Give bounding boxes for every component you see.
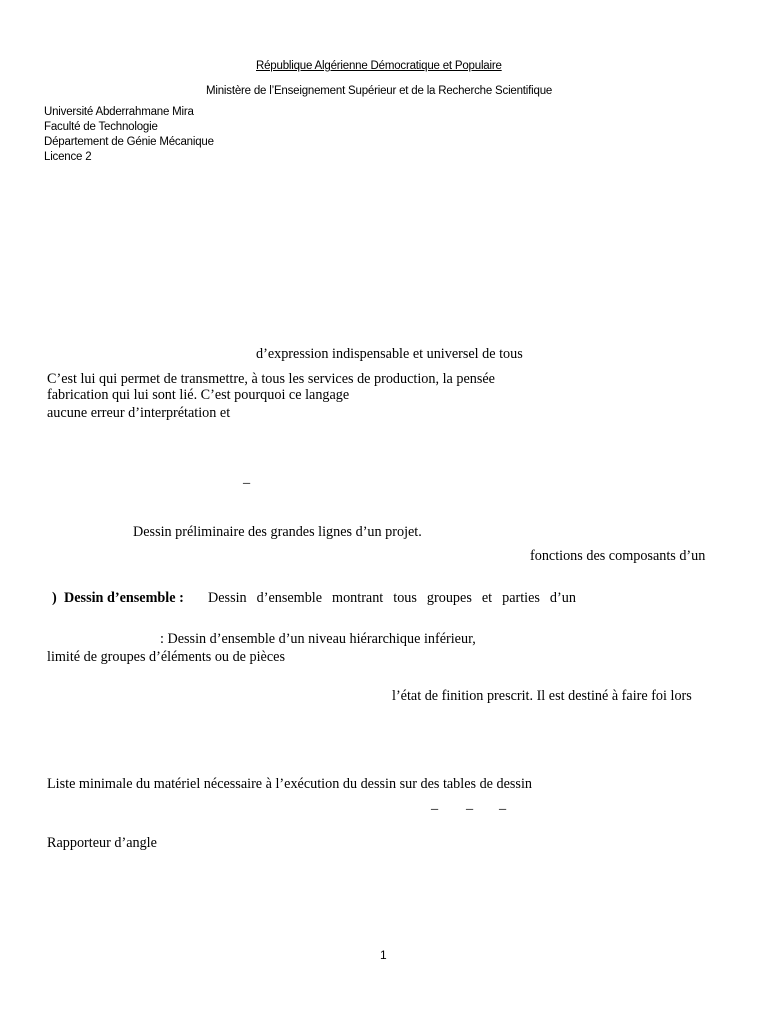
word: montrant bbox=[332, 590, 384, 606]
text-rapporteur: Rapporteur d’angle bbox=[47, 835, 157, 851]
ministry-title: Ministère de l’Enseignement Supérieur et de la Recherche Scientifique bbox=[206, 85, 553, 97]
department-name: Département de Génie Mécanique bbox=[44, 136, 214, 148]
word: d’ensemble bbox=[256, 590, 323, 606]
text-expression: d’expression indispensable et universel de tous bbox=[256, 346, 523, 362]
dash-1: – bbox=[431, 801, 439, 817]
text-sous-ensemble: : Dessin d’ensemble d’un niveau hiérarchique inférieur, bbox=[160, 631, 476, 647]
ensemble-term: Dessin d’ensemble : bbox=[64, 590, 184, 606]
text-transmettre: C’est lui qui permet de transmettre, à tous les services de production, la pensée bbox=[47, 371, 495, 387]
faculty-name: Faculté de Technologie bbox=[44, 121, 158, 133]
word: parties bbox=[502, 590, 540, 606]
dash-2: – bbox=[466, 801, 474, 817]
text-dessin-preliminaire: Dessin préliminaire des grandes lignes d’un projet. bbox=[133, 524, 422, 540]
word: d’un bbox=[549, 590, 576, 606]
word: tous bbox=[393, 590, 417, 606]
text-liste-materiel: Liste minimale du matériel nécessaire à l’exécution du dessin sur des tables de dessin bbox=[47, 776, 532, 792]
word: et bbox=[481, 590, 493, 606]
ensemble-definition bbox=[208, 590, 576, 607]
university-name: Université Abderrahmane Mira bbox=[44, 106, 194, 118]
text-limite: limité de groupes d’éléments ou de pièces bbox=[47, 649, 285, 665]
word: Dessin bbox=[208, 590, 247, 606]
word: groupes bbox=[426, 590, 472, 606]
level-label: Licence 2 bbox=[44, 151, 92, 163]
text-finition: l’état de finition prescrit. Il est destiné à faire foi lors bbox=[392, 688, 692, 704]
dash-separator: – bbox=[243, 475, 251, 491]
text-fabrication: fabrication qui lui sont lié. C’est pourquoi ce langage bbox=[47, 387, 350, 403]
page-number: 1 bbox=[380, 948, 387, 962]
text-fonctions: fonctions des composants d’un bbox=[530, 548, 706, 564]
ensemble-paren: ) bbox=[52, 590, 57, 606]
republic-title: République Algérienne Démocratique et Populaire bbox=[256, 60, 502, 72]
text-aucune-erreur: aucune erreur d’interprétation et bbox=[47, 405, 231, 421]
dash-3: – bbox=[499, 801, 507, 817]
